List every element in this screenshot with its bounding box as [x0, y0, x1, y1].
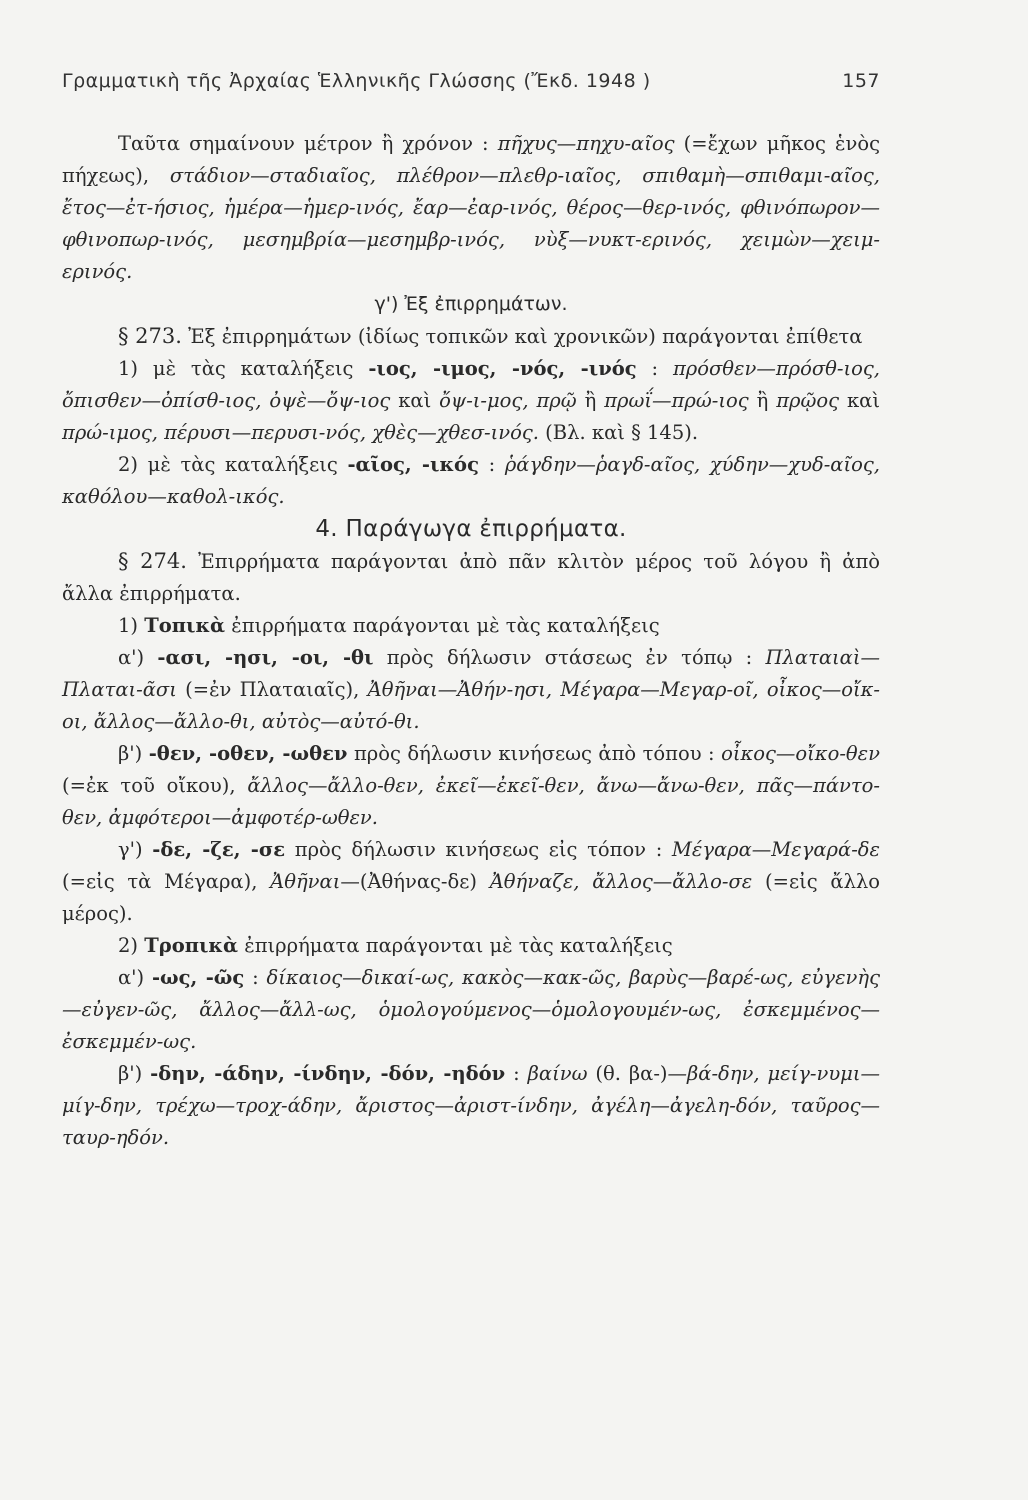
example: βαίνω: [527, 1062, 588, 1085]
text: ἐπιρρήματα παράγονται μὲ τὰς καταλήξεις: [225, 614, 660, 637]
endings: -ως, -ῶς: [151, 966, 245, 989]
example: πρῷος: [776, 389, 840, 412]
paragraph-274-local-a: [62, 642, 880, 738]
text: Ἐπιρρήματα παράγονται ἀπὸ πᾶν κλιτὸν μέρος τοῦ λόγου ἢ ἀπὸ ἄλλα ἐπιρρήματα.: [62, 550, 880, 605]
section-number: § 274.: [118, 549, 187, 573]
text: καὶ: [390, 389, 440, 412]
text: 2) μὲ τὰς καταλήξεις: [118, 453, 348, 476]
section-heading-derived-adverbs: 4. Παράγωγα ἐπιρρήματα.: [315, 516, 627, 542]
text: 1): [118, 614, 145, 637]
text: :: [478, 453, 505, 476]
text: πρὸς δήλωσιν στάσεως ἐν τόπῳ :: [373, 646, 766, 669]
endings: -δην, -άδην, -ίνδην, -δόν, -ηδόν: [150, 1062, 506, 1085]
example: πρόσθεν—πρόσθ-ιος, ὄπισθεν—ὀπίσθ-ιος, ὀψὲ—ὄψ-ιος: [62, 357, 881, 412]
text: β'): [118, 742, 149, 765]
endings: -δε, -ζε, -σε: [152, 838, 286, 861]
example: Ἀθῆναι: [270, 870, 341, 893]
example: ἄλλος—ἄλλο-θεν, ἐκεῖ—ἐκεῖ-θεν, ἄνω—ἄνω-θεν, πᾶς—πάντο-θεν, ἀμφότεροι—ἀμφοτέρ-ωθεν.: [62, 774, 880, 829]
text: :: [244, 966, 267, 989]
text: (=ἐν Πλαταιαῖς),: [176, 678, 368, 701]
paragraph-274-local: [62, 610, 880, 642]
paragraph-274-modal: [62, 930, 880, 962]
paragraph-274-local-c: [62, 834, 880, 930]
paragraph-273: [62, 320, 880, 353]
text: ἐπιρρήματα παράγονται μὲ τὰς καταλήξεις: [238, 934, 673, 957]
text: καὶ: [839, 389, 880, 412]
text: πρὸς δήλωσιν κινήσεως εἰς τόπον :: [285, 838, 672, 861]
text: α'): [118, 966, 152, 989]
paragraph-273-item-2: [62, 449, 880, 513]
text: γ'): [118, 838, 153, 861]
text: (=εἰς τὰ Μέγαρα),: [62, 870, 271, 893]
section-number: § 273.: [118, 324, 182, 348]
example: πρωΐ—πρώ-ιος: [604, 389, 749, 412]
example: Ἀθῆναι—Ἀθήν-ησι, Μέγαρα—Μεγαρ-οῖ, οἶκος—οἴκ-οι, ἄλλος—ἄλλο-θι, αὐτὸς—αὐτό-θι.: [62, 678, 880, 733]
paragraph-measures: [62, 128, 880, 288]
text: Ταῦτα σημαίνουν μέτρον ἢ χρόνον :: [118, 132, 498, 155]
example: Ἀθήναζε, ἄλλος—ἄλλο-σε: [489, 870, 753, 893]
paragraph-274-modal-b: [62, 1058, 880, 1154]
category-label: Τροπικὰ: [144, 934, 239, 957]
example: στάδιον—σταδιαῖος, πλέθρον—πλεθρ-ιαῖος, σπιθαμὴ—σπιθαμι-αῖος, ἔτος—ἐτ-ήσιος, ἡμέρα—ἡμερ-ινός, ἔαρ—ἐαρ-ινός, θέρος—θερ-ινός, φθινόπωρον—φθινοπωρ-ινός, μεσημβρία—μεσημβρ-ινός, νὺξ—νυκτ-ερινός, χειμὼν—χειμ-ερινός.: [62, 164, 880, 283]
page-number: 157: [842, 70, 880, 92]
category-label: Τοπικὰ: [144, 614, 226, 637]
header-title: Γραμματικὴ τῆς Ἀρχαίας Ἑλληνικῆς Γλώσσης (Ἔκδ. 1948 ): [62, 70, 651, 92]
paragraph-273-item-1: [62, 353, 880, 449]
example: δίκαιος—δικαί-ως, κακὸς—κακ-ῶς, βαρὺς—βαρέ-ως, εὐγενὴς—εὐγεν-ῶς, ἄλλος—ἄλλ-ως, ὁμολογούμενος—ὁμολογουμέν-ως, ἐσκεμμένος—ἐσκεμμέν-ως.: [62, 966, 880, 1053]
text: (=ἔχων μῆκος ἑνὸς πήχεως),: [62, 132, 880, 187]
example: πῆχυς—πηχυ-αῖος: [497, 132, 675, 155]
endings: -ασι, -ησι, -οι, -θι: [157, 646, 374, 669]
text: (θ. βα-): [587, 1062, 668, 1085]
page-body: [62, 128, 880, 1154]
subheading-from-adverbs: γ') Ἐξ ἐπιρρημάτων.: [374, 293, 568, 315]
text: ἢ: [748, 389, 777, 412]
example: —βά-δην, μείγ-νυμι—μίγ-δην, τρέχω—τροχ-άδην, ἄριστος—ἀριστ-ίνδην, ἀγέλη—ἀγελη-δόν, ταῦρος—ταυρ-ηδόν.: [62, 1062, 880, 1149]
text: πρὸς δήλωσιν κινήσεως ἀπὸ τόπου :: [347, 742, 722, 765]
text: (=εἰς ἄλλο μέρος).: [62, 870, 881, 925]
example: ῥάγδην—ῥαγδ-αῖος, χύδην—χυδ-αῖος, καθόλου—καθολ-ικός.: [62, 453, 880, 508]
text: 2): [118, 934, 145, 957]
example: πρώ-ιμος, πέρυσι—περυσι-νός, χθὲς—χθεσ-ινός.: [62, 421, 539, 444]
text: :: [505, 1062, 528, 1085]
text: :: [636, 357, 673, 380]
text: α'): [118, 646, 158, 669]
cross-reference: (Βλ. καὶ § 145).: [538, 421, 699, 444]
text: ἢ: [576, 389, 605, 412]
example: οἶκος—οἴκο-θεν: [721, 742, 880, 765]
text: —(Ἀθήνας-δε): [340, 870, 490, 893]
text: β'): [118, 1062, 151, 1085]
paragraph-274-local-b: [62, 738, 880, 834]
endings: -αῖος, -ικός: [347, 453, 479, 476]
paragraph-274: [62, 545, 880, 610]
running-header: [62, 70, 880, 92]
endings: -ιος, -ιμος, -νός, -ινός: [368, 357, 637, 380]
example: ὄψ-ι-μος, πρῷ: [439, 389, 577, 412]
paragraph-274-modal-a: [62, 962, 880, 1058]
example: Πλαταιαὶ—Πλαται-ᾶσι: [62, 646, 880, 701]
example: Μέγαρα—Μεγαρά-δε: [671, 838, 880, 861]
text: 1) μὲ τὰς καταλήξεις: [118, 357, 369, 380]
text: Ἐξ ἐπιρρημάτων (ἰδίως τοπικῶν καὶ χρονικῶν) παράγονται ἐπίθετα: [181, 325, 863, 348]
text: (=ἐκ τοῦ οἴκου),: [62, 774, 248, 797]
endings: -θεν, -οθεν, -ωθεν: [148, 742, 348, 765]
